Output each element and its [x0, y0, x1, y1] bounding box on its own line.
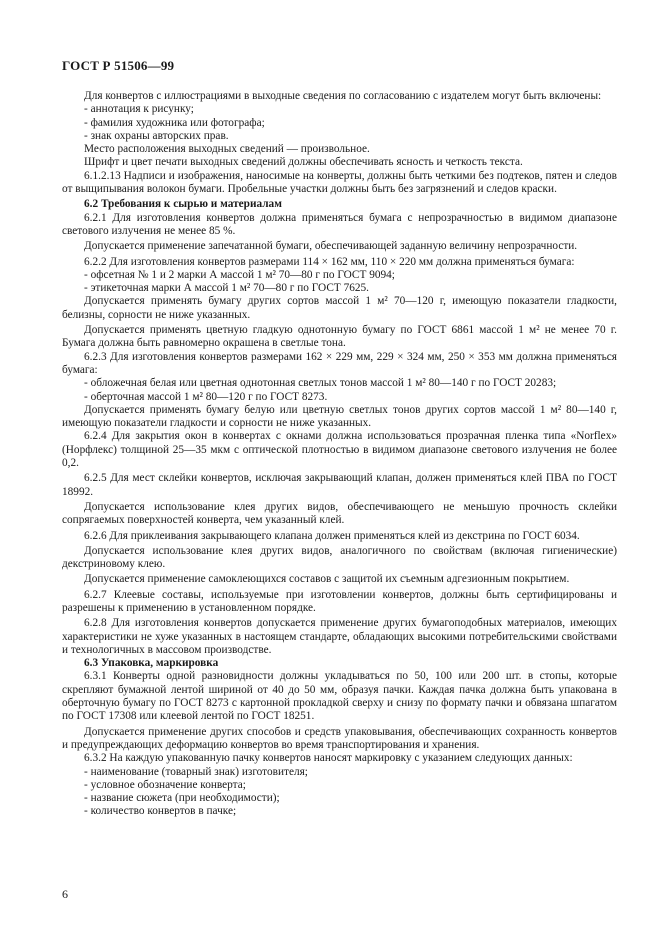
list-item: - количество конвертов в пачке;: [84, 805, 237, 818]
clause-6-2-6: 6.2.6 Для приклеивания закрывающего клапана должен применяться клей из декстрина по ГОСТ 6034.: [84, 529, 580, 542]
paragraph: Шрифт и цвет печати выходных сведений должны обеспечивать ясность и четкость текста.: [84, 156, 523, 169]
clause-6-3-2: 6.3.2 На каждую упакованную пачку конвертов наносят маркировку с указанием следующих данных:: [84, 752, 573, 765]
paragraph: Допускается использование клея других видов, обеспечивающего не меньшую прочность склейки сопрягаемых поверхностей конверта, чем указанный клей.: [62, 500, 617, 527]
list-item: - название сюжета (при необходимости);: [84, 792, 280, 805]
list-item: - фамилия художника или фотографа;: [84, 116, 265, 129]
paragraph: Допускается применение запечатанной бумаги, обеспечивающей заданную величину непрозрачности.: [84, 240, 578, 253]
clause-6-2-4: 6.2.4 Для закрытия окон в конвертах с окнами должна использоваться прозрачная пленка типа «Norflex» (Норфлекс) толщиной 25—35 мкм с оптической плотностью в видимом диапазоне светового излучения не более 0,2.: [62, 430, 617, 470]
clause-6-3-1: 6.3.1 Конверты одной разновидности должны укладываться по 50, 100 или 200 шт. в стопы, которые скрепляют бумажной лентой шириной от 40 до 50 мм, образуя пачки. Каждая пачка должна быть упакована в оберточную бумагу по ГОСТ 8273 с картонной прокладкой сверху и снизу по формату пачки и обвязана шпагатом по ГОСТ 17308 или клеевой лентой по ГОСТ 18251.: [62, 670, 617, 723]
clause-6-2-2: 6.2.2 Для изготовления конвертов размерами 114 × 162 мм, 110 × 220 мм должна применяться бумага:: [84, 255, 575, 268]
list-item: - этикеточная марки А массой 1 м² 70—80 г по ГОСТ 7625.: [84, 282, 369, 295]
paragraph: Допускается использование клея других видов, аналогичного по свойствам (включая гигиенические) декстриновому клею.: [62, 544, 617, 571]
paragraph: Допускается применять бумагу других сортов массой 1 м² 70—120 г, имеющую показатели гладкости, белизны, сорности не ниже указанных.: [62, 295, 617, 321]
list-item: - офсетная № 1 и 2 марки А массой 1 м² 70—80 г по ГОСТ 9094;: [84, 268, 395, 281]
section-heading-6-3: 6.3 Упаковка, маркировка: [84, 657, 219, 670]
section-heading-6-2: 6.2 Требования к сырью и материалам: [84, 198, 282, 211]
list-item: - аннотация к рисунку;: [84, 103, 194, 116]
list-item: - обложечная белая или цветная однотонная светлых тонов массой 1 м² 80—140 г по ГОСТ 20283;: [84, 377, 557, 390]
clause-6-2-8: 6.2.8 Для изготовления конвертов допускается применение других бумагоподобных материалов, имеющих характеристики не хуже указанных в настоящем стандарте, обладающих высокими потребительскими свойствами и технологичных в массовом производстве.: [62, 617, 617, 656]
list-item: - знак охраны авторских прав.: [84, 129, 229, 142]
paragraph: Место расположения выходных сведений — произвольное.: [84, 143, 370, 156]
clause-6-2-3: 6.2.3 Для изготовления конвертов размерами 162 × 229 мм, 229 × 324 мм, 250 × 353 мм должна применяться бумага:: [62, 350, 617, 376]
paragraph: Для конвертов с иллюстрациями в выходные сведения по согласованию с издателем могут быть включены:: [84, 90, 602, 102]
list-item: - оберточная массой 1 м² 80—120 г по ГОСТ 8273.: [84, 390, 328, 403]
paragraph: Допускается применять цветную гладкую однотонную бумагу по ГОСТ 6861 массой 1 м² не менее 70 г. Бумага должна быть равномерно окрашена в светлые тона.: [62, 324, 617, 350]
paragraph: Допускается применение самоклеющихся составов с защитой их съемным адгезионным покрытием.: [84, 573, 570, 586]
clause-6-2-5: 6.2.5 Для мест склейки конвертов, исключая закрывающий клапан, должен применяться клей ПВА по ГОСТ 18992.: [62, 472, 617, 498]
clause-6-2-7: 6.2.7 Клеевые составы, используемые при изготовлении конвертов, должны быть сертифицированы и разрешены к применению в установленном порядке.: [62, 588, 617, 614]
paragraph: Допускается применять бумагу белую или цветную светлых тонов других сортов массой 1 м² 80—140 г, имеющую показатели гладкости и сорности не ниже указанных.: [62, 403, 617, 430]
list-item: - условное обозначение конверта;: [84, 778, 246, 791]
document-code-header: ГОСТ Р 51506—99: [62, 58, 175, 73]
paragraph: Допускается применение других способов и средств упаковывания, обеспечивающих сохранность конвертов и предупреждающих деформацию конвертов во время транспортирования и хранения.: [62, 725, 617, 751]
clause-6-1-2-13: 6.1.2.13 Надписи и изображения, наносимые на конверты, должны быть четкими без подтеков, пятен и следов от выщипывания волокон бумаги. Пробельные участки должны быть без загрязнений и следов краски.: [62, 169, 617, 196]
list-item: - наименование (товарный знак) изготовителя;: [84, 765, 308, 778]
page-number: 6: [62, 887, 68, 901]
clause-6-2-1: 6.2.1 Для изготовления конвертов должна применяться бумага с непрозрачностью в видимом диапазоне светового излучения не менее 85 %.: [62, 211, 617, 237]
document-body: [62, 90, 617, 819]
